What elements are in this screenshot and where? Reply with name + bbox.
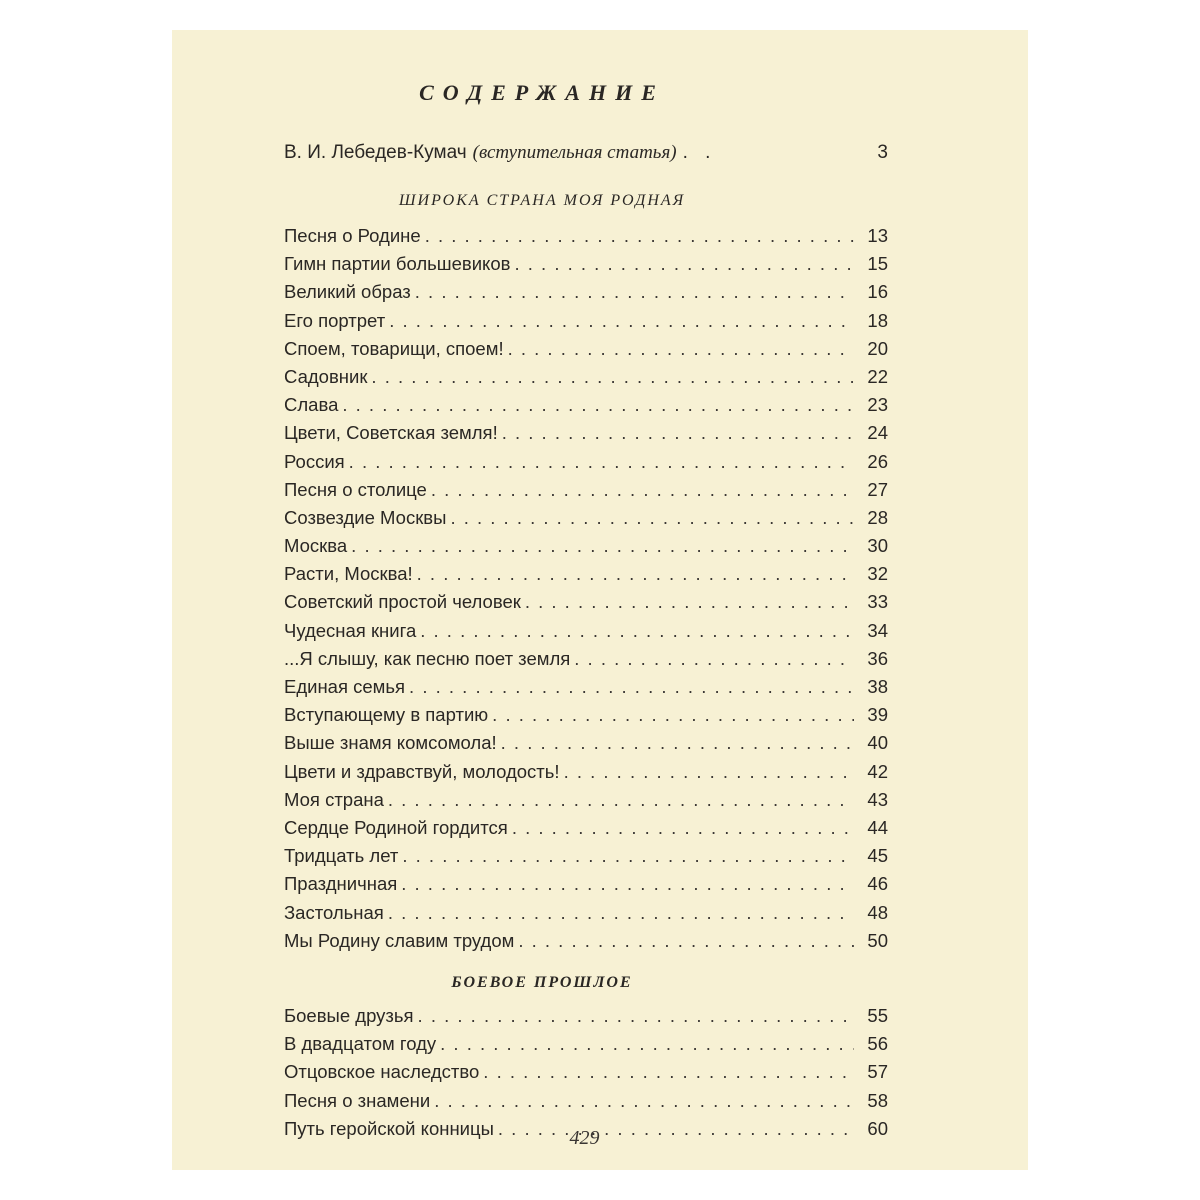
toc-entry	[284, 250, 888, 278]
entry-page-number: 22	[867, 365, 888, 387]
toc-entry	[284, 673, 888, 701]
toc-entry	[284, 814, 888, 842]
toc-entry	[284, 786, 888, 814]
dot-leader	[402, 842, 854, 870]
dot-leader	[483, 1058, 854, 1086]
dot-leader	[415, 278, 854, 306]
toc-entry	[284, 278, 888, 306]
entry-title: Песня о столице	[284, 478, 427, 500]
toc-list	[284, 222, 888, 955]
book-page	[172, 30, 1028, 1170]
entry-title: Праздничная	[284, 873, 398, 895]
toc-entry	[284, 391, 888, 419]
dot-leader	[342, 391, 854, 419]
entry-title: Садовник	[284, 365, 368, 387]
dot-leader	[389, 307, 854, 335]
entry-title: Расти, Москва!	[284, 563, 413, 585]
toc-entry	[284, 363, 888, 391]
dot-leader	[371, 363, 854, 391]
entry-title: Его портрет	[284, 309, 386, 331]
entry-page-number: 57	[867, 1061, 888, 1083]
dot-leader	[574, 645, 854, 673]
entry-page-number: 33	[867, 591, 888, 613]
toc-entry	[284, 307, 888, 335]
entry-page-number: 40	[867, 732, 888, 754]
entry-page-number: 48	[867, 901, 888, 923]
entry-page-number: 56	[867, 1033, 888, 1055]
entry-title: ...Я слышу, как песню поет земля	[284, 647, 571, 669]
entry-title: Вступающему в партию	[284, 704, 489, 726]
intro-page-number: 3	[877, 142, 888, 163]
entry-page-number: 38	[867, 676, 888, 697]
toc-entry	[284, 222, 888, 250]
entry-title: Моя страна	[284, 788, 384, 810]
dot-leader	[492, 701, 854, 729]
dot-leader	[401, 870, 854, 898]
toc-entry	[284, 842, 888, 870]
toc-entry	[284, 1030, 888, 1058]
dot-leader	[512, 814, 854, 842]
toc-entry	[284, 758, 888, 786]
toc-entry	[284, 448, 888, 476]
toc-entry	[284, 1058, 888, 1086]
entry-title: Отцовское наследство	[284, 1061, 480, 1083]
dot-leader	[450, 504, 854, 532]
entry-page-number: 55	[867, 1005, 888, 1026]
dot-leader	[514, 250, 854, 278]
entry-title: Выше знамя комсомола!	[284, 732, 497, 754]
dot-leader	[525, 588, 854, 616]
dot-leader	[508, 335, 854, 363]
entry-page-number: 30	[867, 535, 888, 557]
toc-entry	[284, 617, 888, 645]
entry-title: Песня о Родине	[284, 225, 421, 246]
entry-page-number: 45	[867, 845, 888, 867]
entry-title: Цвети и здравствуй, молодость!	[284, 760, 560, 782]
dot-leader	[417, 560, 854, 588]
entry-page-number: 13	[867, 225, 888, 246]
dot-leader	[388, 899, 854, 927]
entry-page-number: 58	[867, 1089, 888, 1111]
dot-leader	[440, 1030, 854, 1058]
entry-title: Застольная	[284, 901, 384, 923]
dot-leader	[434, 1087, 854, 1115]
intro-note: (вступительная статья)	[472, 142, 677, 163]
entry-title: Великий образ	[284, 281, 411, 303]
entry-page-number: 15	[867, 253, 888, 275]
entry-title: Путь геройской конницы	[284, 1117, 494, 1139]
toc-entry	[284, 476, 888, 504]
toc-entry	[284, 1087, 888, 1115]
entry-title: Споем, товарищи, споем!	[284, 337, 504, 359]
section-heading: БОЕВОЕ ПРОШЛОЕ	[451, 974, 633, 991]
entry-title: Боевые друзья	[284, 1005, 414, 1026]
section-heading: ШИРОКА СТРАНА МОЯ РОДНАЯ	[398, 192, 686, 209]
dot-leader	[518, 927, 854, 955]
toc-entry	[284, 588, 888, 616]
toc-entry	[284, 1002, 888, 1030]
entry-page-number: 28	[867, 506, 888, 528]
entry-page-number: 36	[867, 647, 888, 669]
entry-title: Единая семья	[284, 676, 406, 697]
toc-entry	[284, 335, 888, 363]
toc-entry	[284, 645, 888, 673]
toc-entry	[284, 560, 888, 588]
intro-leader: . .	[682, 142, 717, 163]
toc-entry	[284, 870, 888, 898]
page-title: СОДЕРЖАНИЕ	[419, 80, 665, 105]
dot-leader	[351, 532, 854, 560]
entry-page-number: 42	[867, 760, 888, 782]
entry-page-number: 23	[867, 394, 888, 416]
entry-page-number: 46	[867, 873, 888, 895]
toc-entry	[284, 532, 888, 560]
entry-page-number: 34	[867, 619, 888, 641]
entry-title: Цвети, Советская земля!	[284, 422, 498, 444]
dot-leader	[502, 419, 854, 447]
toc-entry	[284, 729, 888, 757]
entry-title: Советский простой человек	[284, 591, 521, 613]
dot-leader	[418, 1002, 854, 1030]
entry-page-number: 44	[867, 816, 888, 838]
dot-leader	[501, 729, 854, 757]
entry-page-number: 60	[867, 1117, 888, 1139]
intro-author: В. И. Лебедев-Кумач	[284, 142, 467, 163]
toc-entry	[284, 899, 888, 927]
toc-entry	[284, 504, 888, 532]
entry-title: Чудесная книга	[284, 619, 417, 641]
entry-title: Сердце Родиной гордится	[284, 816, 508, 838]
entry-title: Созвездие Москвы	[284, 506, 447, 528]
entry-title: Песня о знамени	[284, 1089, 431, 1111]
entry-title: Мы Родину славим трудом	[284, 929, 515, 951]
entry-page-number: 18	[867, 309, 888, 331]
entry-page-number: 27	[867, 478, 888, 500]
toc-entry	[284, 419, 888, 447]
entry-page-number: 24	[867, 422, 888, 444]
entry-title: В двадцатом году	[284, 1033, 437, 1055]
toc-entry	[284, 927, 888, 955]
entry-title: Слава	[284, 394, 339, 416]
entry-page-number: 16	[867, 281, 888, 303]
dot-leader	[564, 758, 854, 786]
dot-leader	[388, 786, 854, 814]
entry-page-number: 50	[867, 929, 888, 951]
toc-entry	[284, 701, 888, 729]
intro-entry	[284, 142, 888, 164]
entry-page-number: 20	[867, 337, 888, 359]
dot-leader	[425, 222, 854, 250]
dot-leader	[349, 448, 854, 476]
entry-page-number: 32	[867, 563, 888, 585]
entry-page-number: 43	[867, 788, 888, 810]
entry-page-number: 26	[867, 450, 888, 472]
toc-list	[284, 1002, 888, 1143]
entry-title: Россия	[284, 450, 345, 472]
entry-title: Тридцать лет	[284, 845, 399, 867]
page-number: 429	[569, 1127, 600, 1149]
entry-title: Москва	[284, 535, 348, 557]
dot-leader	[431, 476, 854, 504]
entry-page-number: 39	[867, 704, 888, 726]
dot-leader	[420, 617, 854, 645]
dot-leader	[409, 673, 854, 701]
entry-title: Гимн партии большевиков	[284, 253, 511, 275]
